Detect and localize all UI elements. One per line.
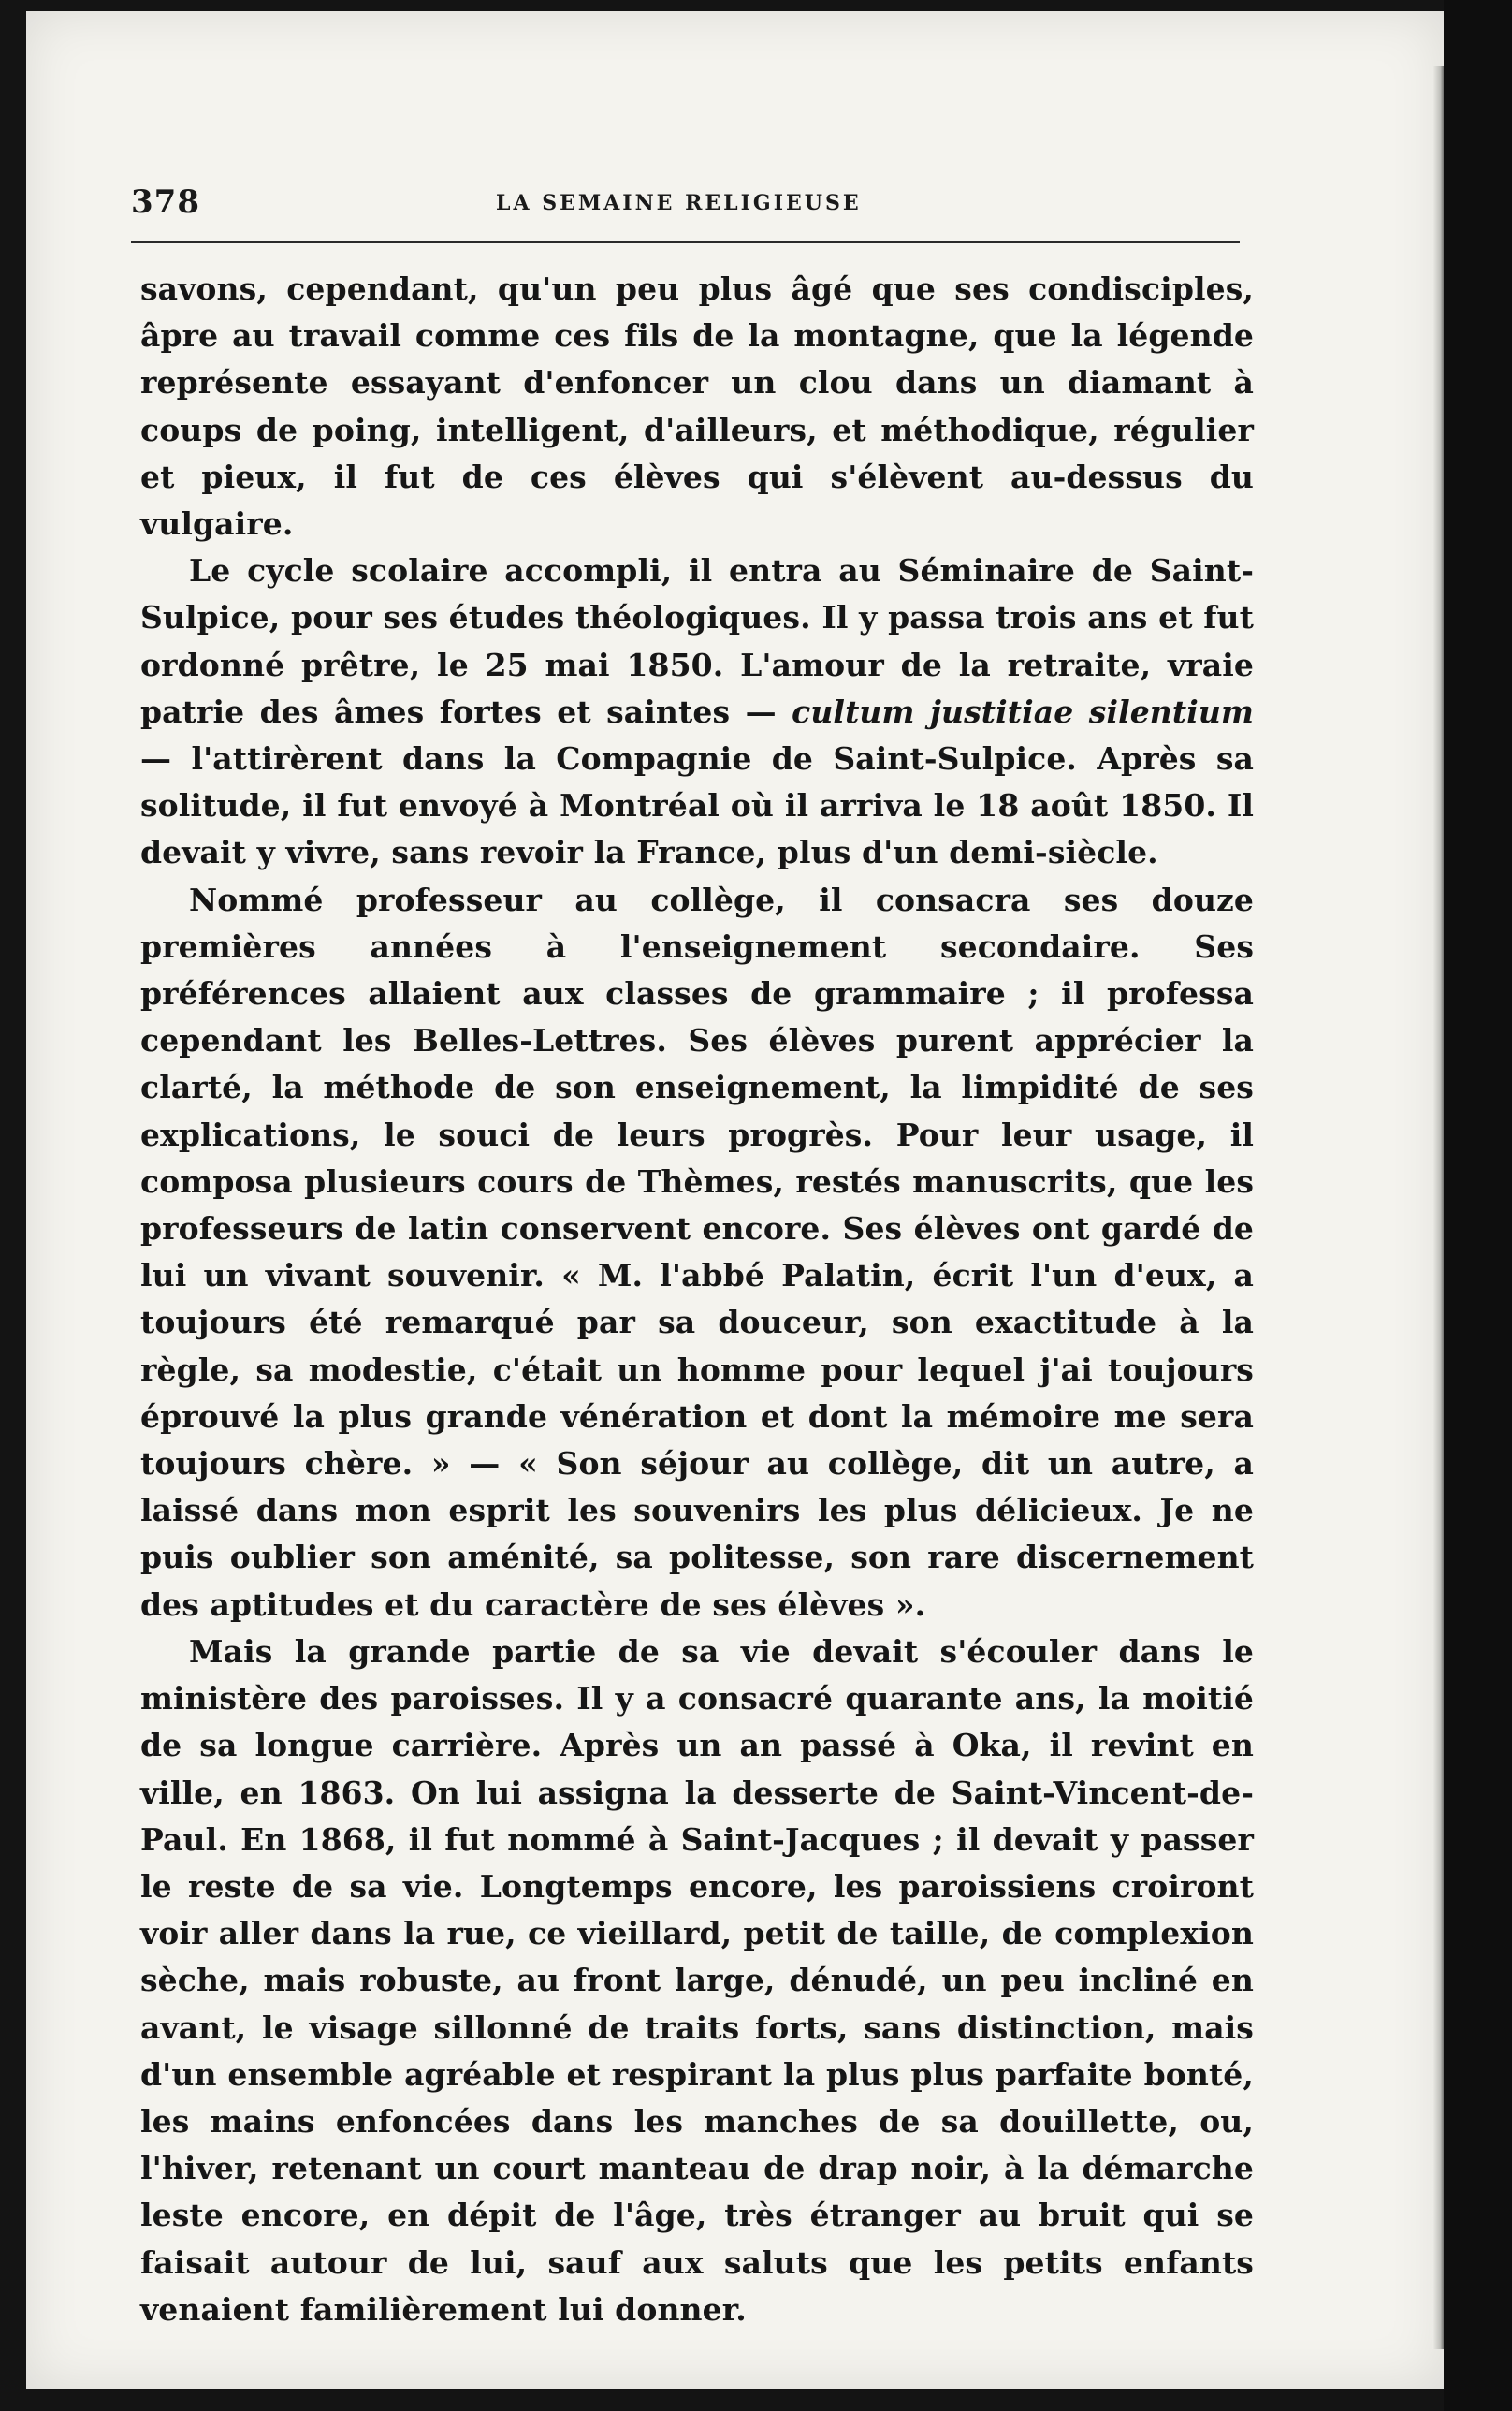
running-head: LA SEMAINE RELIGIEUSE (496, 191, 862, 215)
paragraph-2-text-after: — l'attirèrent dans la Compagnie de Saint-Sulpice. Après sa solitude, il fut envoyé à Montréal où il arriva le 18 août 1850. Il devait y vivre, sans revoir la France, plus d'un demi-siècle. (140, 740, 1254, 871)
facing-page-shadow (1444, 0, 1512, 2411)
paragraph-2 (140, 548, 1254, 876)
paragraph-4: Mais la grande partie de sa vie devait s'écouler dans le ministère des paroisses. Il y a consacré quarante ans, la moitié de sa longue carrière. Après un an passé à Oka, il revint en ville, en 1863. On lui assigna la desserte de Saint-Vincent-de-Paul. En 1868, il fut nommé à Saint-Jacques ; il devait y passer le reste de sa vie. Longtemps encore, les paroissiens croiront voir aller dans la rue, ce vieillard, petit de taille, de complexion sèche, mais robuste, au front large, dénudé, un peu incliné en avant, le visage sillonné de traits forts, sans distinction, mais d'un ensemble agréable et respirant la plus plus parfaite bonté, les mains enfoncées dans les manches de sa douillette, ou, l'hiver, retenant un court manteau de drap noir, à la démarche leste encore, en dépit de l'âge, très étranger au bruit qui se faisait autour de lui, sauf aux saluts que les petits enfants venaient familièrement lui donner. (140, 1632, 1254, 2328)
paragraph-1: savons, cependant, qu'un peu plus âgé que ses condisciples, âpre au travail comme ces fils de la montagne, que la légende représente essayant d'enfoncer un clou dans un diamant à coups de poing, intelligent, d'ailleurs, et méthodique, régulier et pieux, il fut de ces élèves qui s'élèvent au-dessus du vulgaire. (140, 270, 1254, 543)
latin-motto: cultum justitiae silentium (792, 693, 1254, 730)
header-rule (131, 241, 1240, 243)
paragraph-3: Nommé professeur au collège, il consacra ses douze premières années à l'enseignement secondaire. Ses préférences allaient aux classes de grammaire ; il professa cependant les Belles-Lettres. Ses élèves purent apprécier la clarté, la méthode de son enseignement, la limpidité de ses explications, le souci de leurs progrès. Pour leur usage, il composa plusieurs cours de Thèmes, restés manuscrits, que les professeurs de latin conservent encore. Ses élèves ont gardé de lui un vivant souvenir. « M. l'abbé Palatin, écrit l'un d'eux, a toujours été remarqué par sa douceur, son exactitude à la règle, sa modestie, c'était un homme pour lequel j'ai toujours éprouvé la plus grande vénération et dont la mémoire me sera toujours chère. » — « Son séjour au collège, dit un autre, a laissé dans mon esprit les souvenirs les plus délicieux. Je ne puis oublier son aménité, sa politesse, son rare discernement des aptitudes et du caractère de ses élèves ». (140, 881, 1254, 1623)
body-text (140, 266, 1254, 2333)
paragraph-2-text-before: Le cycle scolaire accompli, il entra au Séminaire de Saint-Sulpice, pour ses études théologiques. Il y passa trois ans et fut ordonné prêtre, le 25 mai 1850. L'amour de la retraite, vraie patrie des âmes fortes et saintes — (140, 552, 1254, 730)
page-header (131, 183, 1240, 240)
page-number: 378 (131, 183, 200, 221)
